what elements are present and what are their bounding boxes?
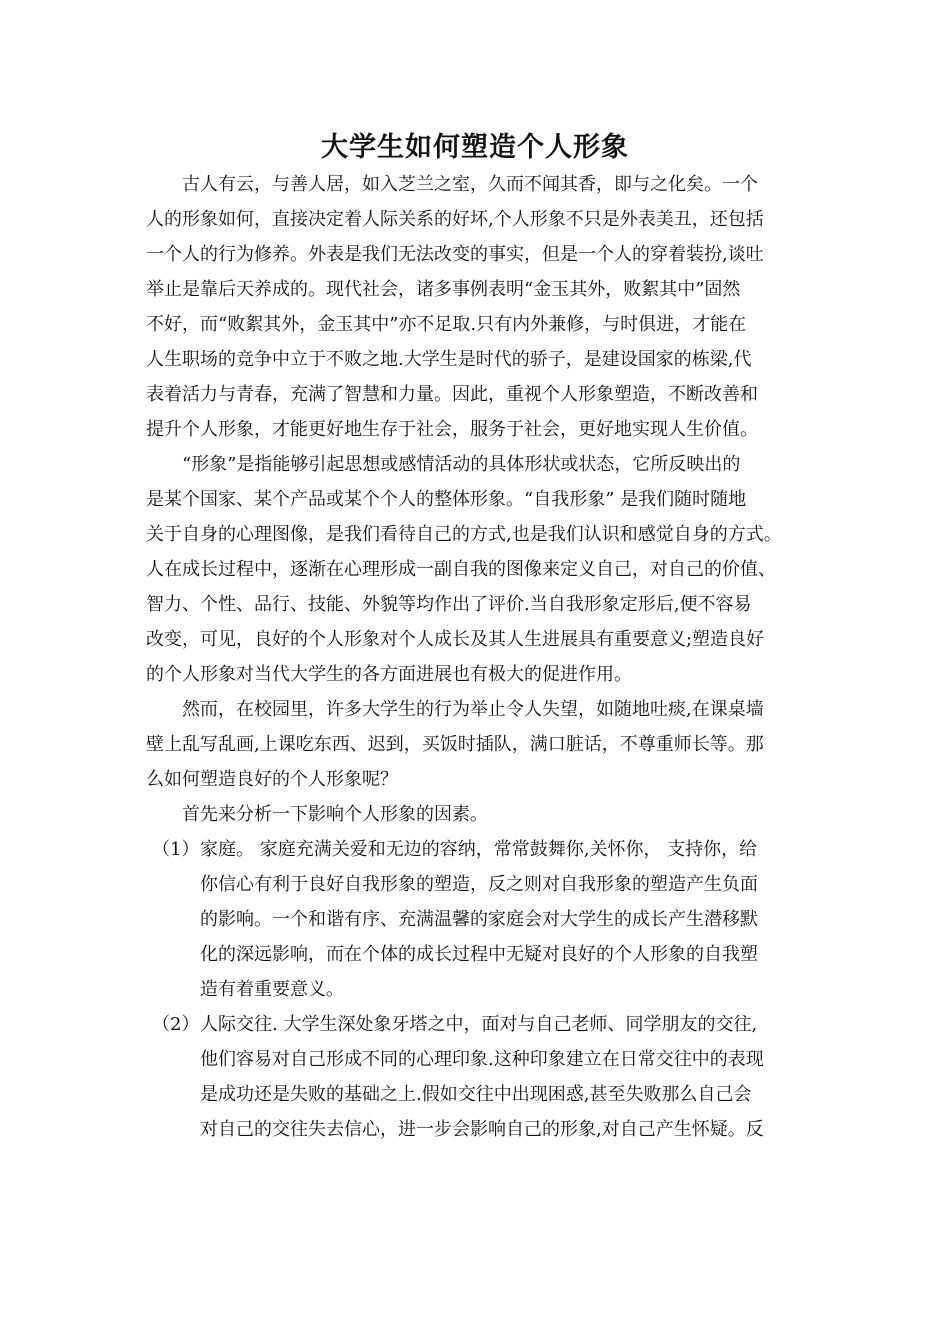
- list-item-1-line: 的影响。一个和谐有序、充满温馨的家庭会对大学生的成长产生潜移默: [200, 909, 758, 930]
- list-item-1-line: 造有着重要意义。: [200, 979, 344, 1000]
- paragraph-3-line: 然而，在校园里，许多大学生的行为举止令人失望，如随地吐痰,在课桌墙: [182, 699, 764, 720]
- list-item-1-line: 化的深远影响，而在个体的成长过程中无疑对良好的个人形象的自我塑: [200, 944, 758, 965]
- list-marker: （2）: [152, 1014, 200, 1035]
- paragraph-1-line: 人的形象如何，直接决定着人际关系的好坏,个人形象不只是外表美丑，还包括: [146, 209, 764, 230]
- paragraph-1-line: 古人有云，与善人居，如入芝兰之室，久而不闻其香，即与之化矣。一个: [182, 174, 758, 195]
- paragraph-1-line: 提升个人形象，才能更好地生存于社会，服务于社会，更好地实现人生价值。: [146, 419, 758, 440]
- paragraph-2-line: 的个人形象对当代大学生的各方面进展也有极大的促进作用。: [146, 664, 632, 685]
- paragraph-2-line: 智力、个性、品行、技能、外貌等均作出了评价.当自我形象定形后,便不容易: [146, 594, 752, 615]
- list-item-2-line: 是成功还是失败的基础之上.假如交往中出现困惑,甚至失败那么自己会: [200, 1084, 752, 1105]
- paragraph-1-line: 人生职场的竞争中立于不败之地.大学生是时代的骄子，是建设国家的栋梁,代: [146, 349, 752, 370]
- paragraph-1-line: 举止是靠后天养成的。现代社会，诸多事例表明“金玉其外，败絮其中”固然: [146, 279, 741, 300]
- paragraph-1-line: 一个人的行为修养。外表是我们无法改变的事实，但是一个人的穿着装扮,谈吐: [146, 244, 764, 265]
- paragraph-2-line: 是某个国家、某个产品或某个个人的整体形象。“自我形象” 是我们随时随地: [146, 489, 747, 510]
- list-item-2-line: 人际交往. 大学生深处象牙塔之中，面对与自己老师、同学朋友的交往,: [200, 1014, 758, 1035]
- paragraph-3-line: 壁上乱写乱画,上课吃东西、迟到，买饭时插队，满口脏话，不尊重师长等。那: [146, 734, 764, 755]
- paragraph-2-line: 关于自身的心理图像，是我们看待自己的方式,也是我们认识和感觉自身的方式。: [146, 524, 782, 545]
- paragraph-1-line: 不好，而“败絮其外，金玉其中”亦不足取.只有内外兼修，与时俱进，才能在: [146, 314, 747, 335]
- list-item-2-line: 他们容易对自己形成不同的心理印象.这种印象建立在日常交往中的表现: [200, 1049, 764, 1070]
- document-title: 大学生如何塑造个人形象: [321, 132, 629, 163]
- paragraph-2-line: 人在成长过程中，逐渐在心理形成一副自我的图像来定义自己，对自己的价值、: [146, 559, 776, 580]
- list-marker: （1）: [152, 839, 200, 860]
- paragraph-2-line: “形象”是指能够引起思想或感情活动的具体形状或状态，它所反映出的: [182, 454, 741, 475]
- list-item-1-line: 你信心有利于良好自我形象的塑造，反之则对自我形象的塑造产生负面: [200, 874, 758, 895]
- paragraph-2-line: 改变，可见，良好的个人形象对个人成长及其人生进展具有重要意义;塑造良好: [146, 629, 765, 650]
- paragraph-4-line: 首先来分析一下影响个人形象的因素。: [182, 804, 488, 825]
- list-item-1-line: 家庭。 家庭充满关爱和无边的容纳，常常鼓舞你,关怀你， 支持你，给: [200, 839, 758, 860]
- paragraph-3-line: 么如何塑造良好的个人形象呢？: [146, 769, 398, 790]
- list-item-2-line: 对自己的交往失去信心，进一步会影响自己的形象,对自己产生怀疑。反: [200, 1119, 764, 1140]
- paragraph-1-line: 表着活力与青春，充满了智慧和力量。因此，重视个人形象塑造，不断改善和: [146, 384, 758, 405]
